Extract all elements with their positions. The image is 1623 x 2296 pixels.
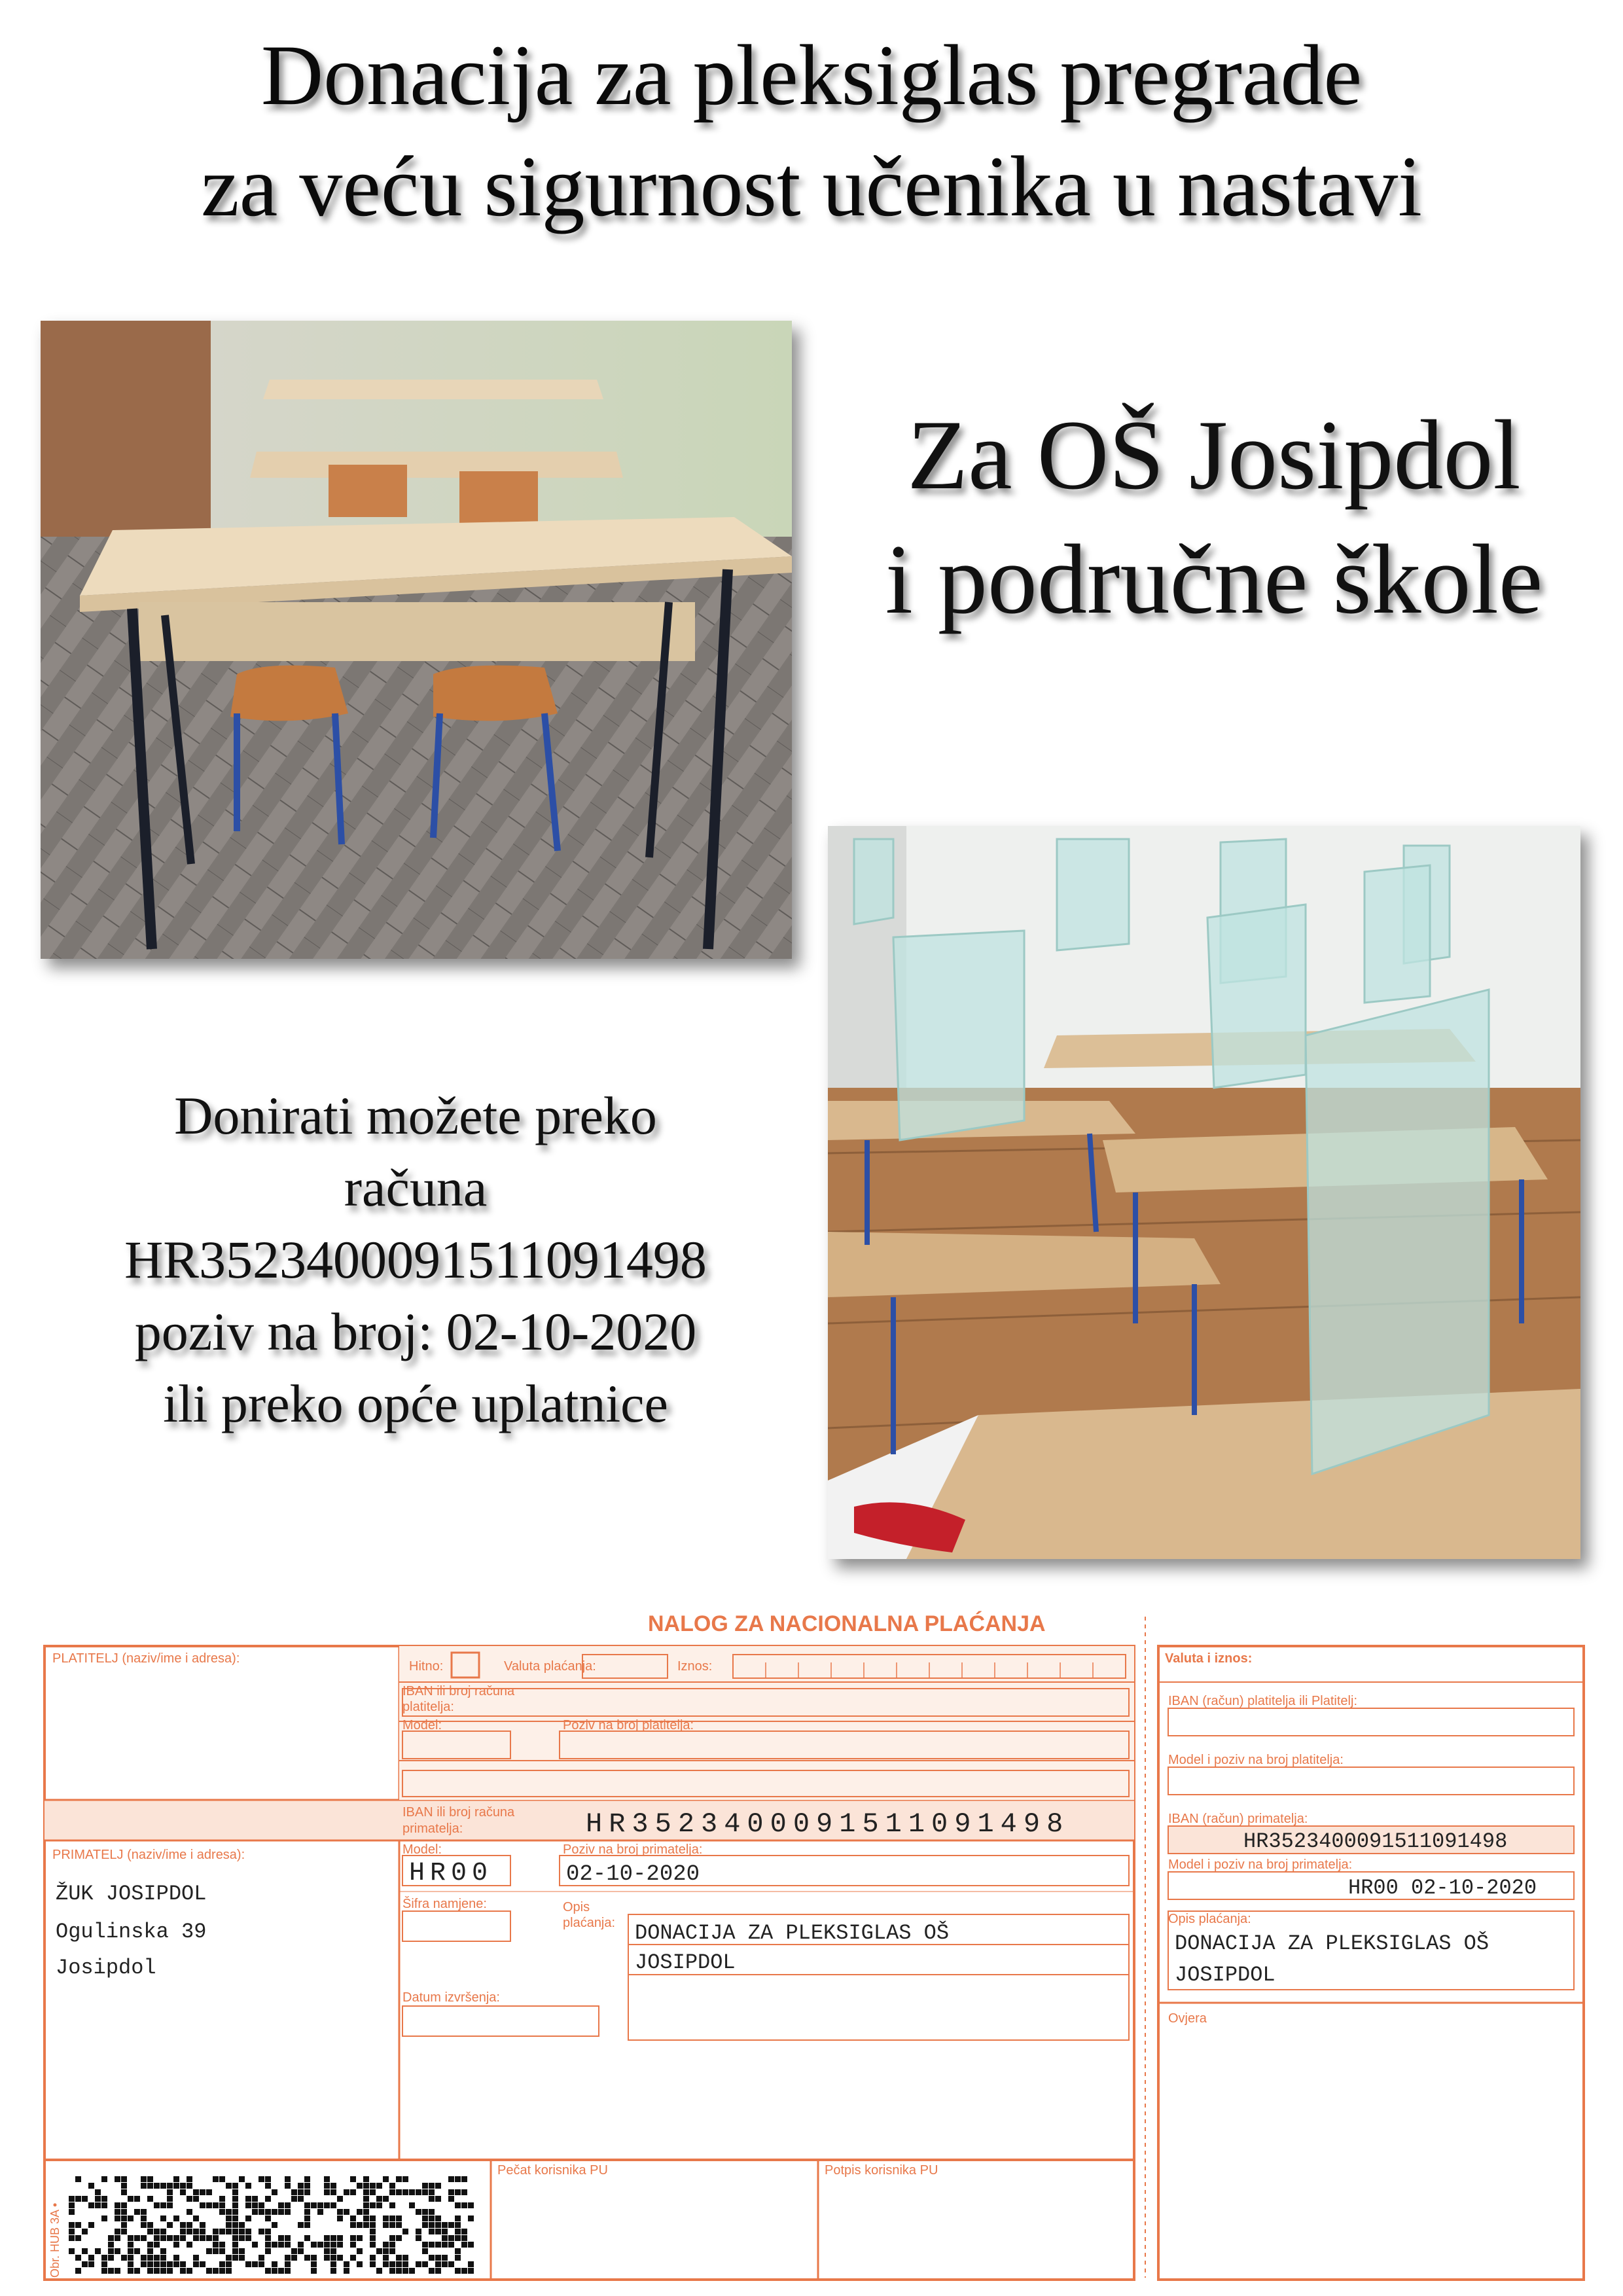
urgent-label: Hitno:	[409, 1659, 444, 1674]
payer-label: PLATITELJ (naziv/ime i adresa):	[52, 1651, 240, 1666]
title-line-2: za veću sigurnost učenika u nastavi	[201, 138, 1422, 234]
donation-info	[39, 1080, 792, 1440]
model-value: HR00	[409, 1859, 493, 1888]
receipt-description-line-2: JOSIPDOL	[1175, 1963, 1275, 1987]
model-label-2: Model:	[402, 1842, 442, 1857]
recipient-city: Josipdol	[56, 1956, 156, 1980]
description-label-2: plaćanja:	[563, 1916, 616, 1930]
receipt-recipient-iban-value: HR3523400091511091498	[1243, 1829, 1508, 1854]
donation-line-2: računa	[344, 1158, 488, 1217]
receipt-model-ref-value: HR00 02-10-2020	[1348, 1876, 1537, 1900]
recipient-street: Ogulinska 39	[56, 1920, 207, 1944]
currency-label: Valuta plaćanja:	[504, 1659, 596, 1674]
model-label: Model:	[402, 1718, 442, 1732]
form-code: Obr. HUB 3A •	[48, 2202, 62, 2278]
recipient-iban-label-2: primatelja:	[402, 1821, 463, 1836]
recipient-ref-label: Poziv na broj primatelja:	[563, 1842, 703, 1857]
receipt-currency-amount-label: Valuta i iznos:	[1165, 1651, 1253, 1666]
slip-heading: NALOG ZA NACIONALNA PLAĆANJA	[648, 1611, 1046, 1636]
amount-label: Iznos:	[677, 1659, 713, 1674]
signature-label: Potpis korisnika PU	[825, 2163, 938, 2178]
receipt-description-line-1: DONACIJA ZA PLEKSIGLAS OŠ	[1175, 1931, 1489, 1956]
donation-iban: HR3523400091511091498	[124, 1230, 707, 1289]
receipt-certification-label: Ovjera	[1168, 2011, 1207, 2026]
poster-title	[0, 20, 1623, 242]
recipient-iban-value: HR3523400091511091498	[586, 1808, 1070, 1840]
receipt-payer-model-ref-label: Model i poziv na broj platitelja:	[1168, 1753, 1344, 1767]
recipient-name: ŽUK JOSIPDOL	[56, 1882, 207, 1906]
barcode	[65, 2173, 474, 2274]
purpose-code-label: Šifra namjene:	[402, 1897, 487, 1911]
reference-value: 02-10-2020	[566, 1862, 700, 1887]
plexiglass-classroom-photo	[828, 826, 1580, 1559]
recipient-description-line-1: DONACIJA ZA PLEKSIGLAS OŠ	[635, 1921, 950, 1945]
receipt-payer-iban-label: IBAN (račun) platitelja ili Platitelj:	[1168, 1694, 1357, 1708]
classroom-desk-photo	[41, 321, 792, 959]
payer-iban-label-2: platitelja:	[402, 1700, 454, 1714]
payment-slip	[39, 1604, 1590, 2284]
execution-date-label: Datum izvršenja:	[402, 1990, 500, 2005]
donation-line-1: Donirati možete preko	[174, 1086, 657, 1145]
donation-line-5: ili preko opće uplatnice	[163, 1374, 668, 1433]
school-line-1: Za OŠ Josipdol	[907, 400, 1521, 510]
donation-reference: poziv na broj: 02-10-2020	[134, 1302, 697, 1361]
stamp-label: Pečat korisnika PU	[497, 2163, 608, 2178]
title-line-1: Donacija za pleksiglas pregrade	[260, 27, 1363, 123]
school-name	[818, 393, 1610, 641]
receipt-recipient-iban-label: IBAN (račun) primatelja:	[1168, 1812, 1308, 1826]
recipient-label: PRIMATELJ (naziv/ime i adresa):	[52, 1848, 245, 1862]
recipient-description-line-2: JOSIPDOL	[635, 1950, 736, 1975]
description-label-1: Opis	[563, 1900, 590, 1914]
receipt-description-label: Opis plaćanja:	[1168, 1912, 1251, 1926]
payer-iban-label-1: IBAN ili broj računa	[402, 1684, 515, 1698]
receipt-recipient-model-ref-label: Model i poziv na broj primatelja:	[1168, 1857, 1353, 1872]
recipient-iban-label-1: IBAN ili broj računa	[402, 1805, 515, 1820]
payer-ref-label: Poziv na broj platitelja:	[563, 1718, 694, 1732]
school-line-2: i područne škole	[885, 524, 1543, 634]
